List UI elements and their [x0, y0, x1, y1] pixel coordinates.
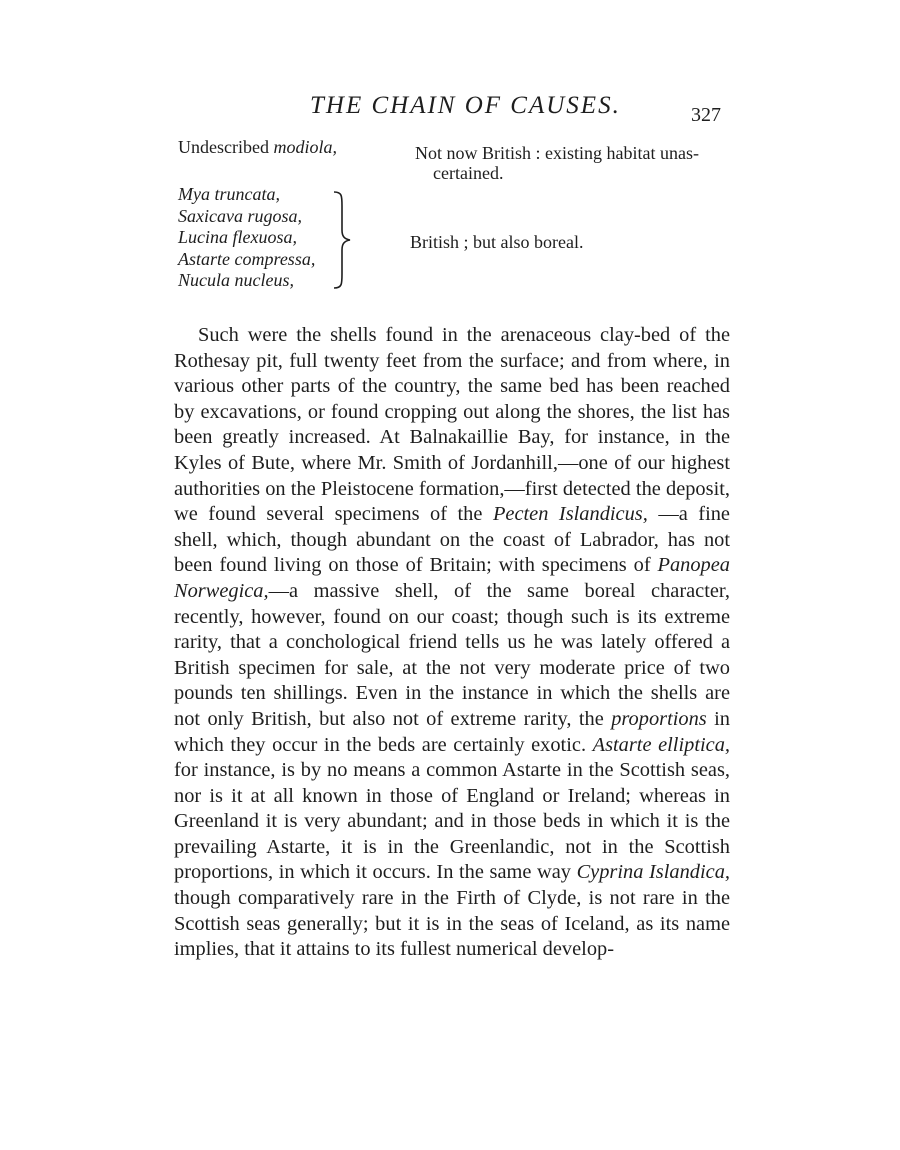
- group-habitat: British ; but also boreal.: [410, 232, 584, 252]
- running-title: THE CHAIN OF CAUSES.: [310, 92, 621, 119]
- text-span: in which they occur in the beds are certainly exotic.: [174, 707, 730, 756]
- habitat-line-1: Not now British : existing habitat unas-: [415, 143, 699, 163]
- text-span: though comparatively rare in the Firth of Clyde, is not rare in the Scottish seas generally; but it is in the seas of Iceland, as its name implies, that it attains to its fullest numerical develop-: [174, 887, 730, 961]
- shell-genus: modiola,: [273, 137, 337, 157]
- italic-term: Pecten Islandicus,: [492, 503, 648, 526]
- shell-name: [178, 137, 337, 157]
- paragraph: [174, 323, 730, 963]
- curly-brace-icon: [328, 190, 354, 290]
- shell-group: [178, 184, 738, 294]
- italic-term: proportions: [611, 707, 707, 730]
- shell-list: [178, 184, 315, 292]
- text-span: for instance, is by no means a common Astarte in the Scottish seas, nor is it at all known in those of England or Ireland; whereas in Greenland it is very abundant; and in those beds in which it is the prevailing Astarte, it is in the Greenlandic, not in the Scottish proportions, in which it occurs. In the same way: [174, 759, 730, 884]
- shell-list-item: Saxicava rugosa,: [178, 205, 302, 226]
- habitat-note: [415, 143, 735, 183]
- italic-term: Panopea Norwegica,: [174, 554, 730, 602]
- shell-list-item: Astarte compressa,: [178, 248, 316, 269]
- italic-term: Astarte elliptica,: [592, 733, 730, 756]
- shell-prefix: Undescribed: [178, 137, 274, 157]
- habitat-line-2: certained.: [433, 163, 504, 183]
- page-header: [0, 88, 900, 128]
- shell-list-item: Mya truncata,: [178, 184, 280, 204]
- italic-term: Cyprina Islandica,: [576, 861, 730, 884]
- shell-list-item: Nucula nucleus,: [178, 270, 294, 290]
- text-span: —a fine shell, which, though abundant on the coast of Labrador, has not been found living on those of Britain; with specimens of: [174, 503, 730, 577]
- shell-list-item: Lucina flexuosa,: [178, 227, 297, 247]
- page-number: 327: [691, 104, 721, 126]
- text-span: Such were the shells found in the arenaceous clay-bed of the Rothesay pit, full twenty feet from the surface; and from where, in various other parts of the country, the same bed has been reached by excavations, or found cropping out along the shores, the list has been greatly increased. At Balnakaillie Bay, for instance, in the Kyles of Bute, where Mr. Smith of Jordanhill,—one of our highest authorities on the Pleistocene formation,—first detected the deposit, we found several specimens of the: [174, 324, 730, 526]
- text-span: —a massive shell, of the same boreal character, recently, however, found on our coast; though such is its extreme rarity, that a conchological friend tells us he was lately offered a British specimen for sale, at the not very moderate price of two pounds ten shillings. Even in the instance in which the shells are not only British, but also not of extreme rarity, the: [174, 579, 730, 730]
- body-text: [174, 323, 730, 963]
